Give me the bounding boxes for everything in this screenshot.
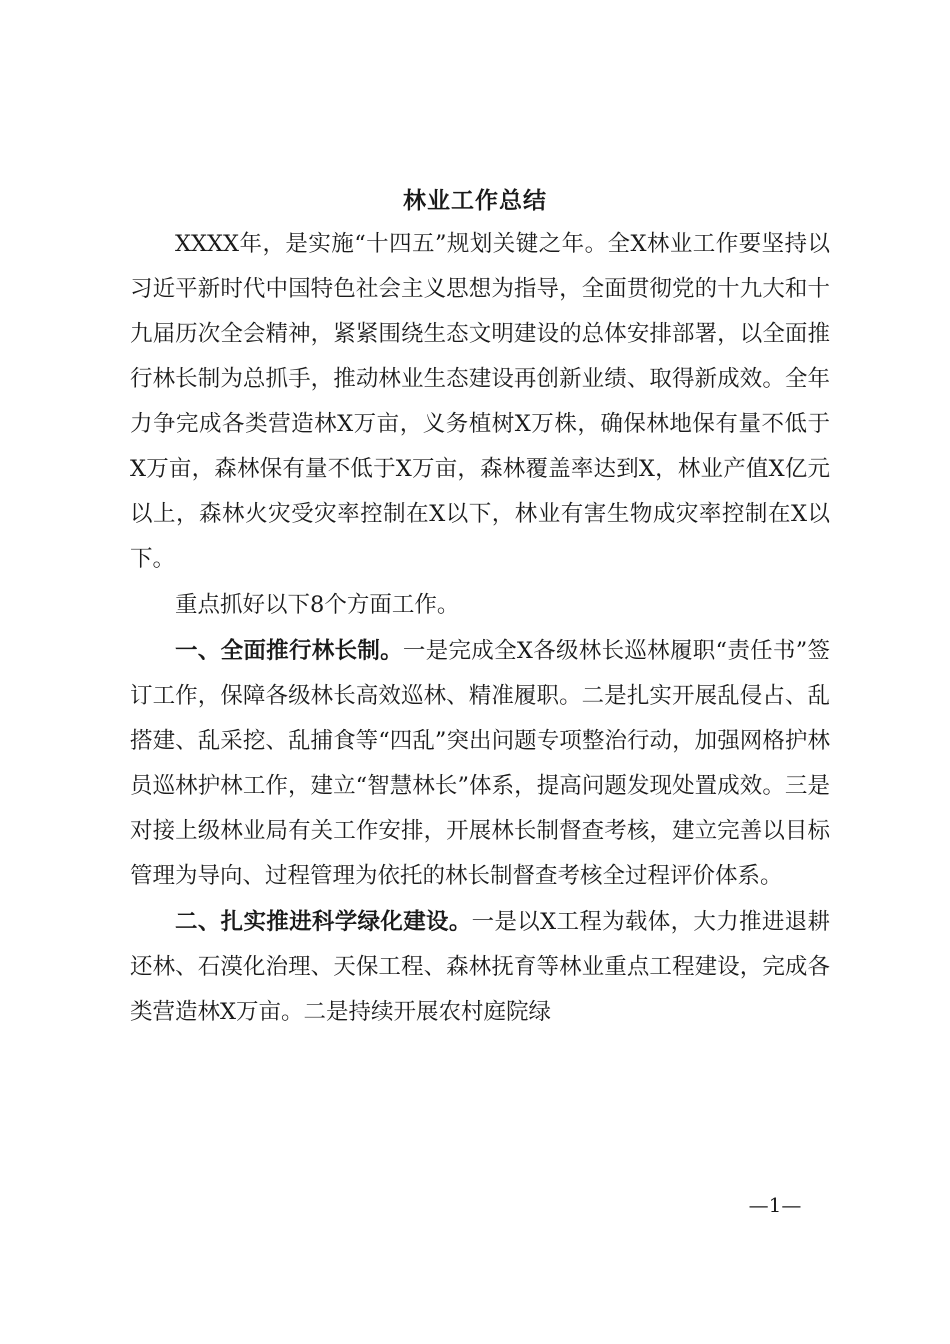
paragraph-section-1: [130, 629, 830, 899]
section-heading: 二、扎实推进科学绿化建设。: [175, 909, 472, 935]
paragraph-intro: [130, 222, 830, 582]
document-body: [130, 222, 830, 1035]
page-number: —1—: [748, 1193, 802, 1217]
section-heading: 一、全面推行林长制。: [175, 638, 403, 664]
paragraph-overview: [130, 583, 830, 628]
document-title: 林业工作总结: [403, 187, 547, 214]
paragraph-text: 重点抓好以下8个方面工作。: [175, 592, 460, 618]
paragraph-section-2: [130, 900, 830, 1035]
paragraph-text: 一是完成全X各级林长巡林履职“责任书”签订工作，保障各级林长高效巡林、精准履职。二是扎实开展乱侵占、乱搭建、乱采挖、乱捕食等“四乱”突出问题专项整治行动，加强网格护林员巡林护林工作，建立“智慧林长”体系，提高问题发现处置成效。三是对接上级林业局有关工作安排，开展林长制督查考核，建立完善以目标管理为导向、过程管理为依托的林长制督查考核全过程评价体系。: [130, 638, 830, 889]
paragraph-text: XXXX年，是实施“十四五”规划关键之年。全X林业工作要坚持以习近平新时代中国特色社会主义思想为指导，全面贯彻党的十九大和十九届历次全会精神，紧紧围绕生态文明建设的总体安排部署，以全面推行林长制为总抓手，推动林业生态建设再创新业绩、取得新成效。全年力争完成各类营造林X万亩，义务植树X万株，确保林地保有量不低于X万亩，森林保有量不低于X万亩，森林覆盖率达到X，林业产值X亿元以上，森林火灾受灾率控制在X以下，林业有害生物成灾率控制在X以下。: [130, 231, 830, 572]
paragraph-text: 一是以X工程为载体，大力推进退耕还林、石漠化治理、天保工程、森林抚育等林业重点工程建设，完成各类营造林X万亩。二是持续开展农村庭院绿: [130, 909, 830, 1025]
